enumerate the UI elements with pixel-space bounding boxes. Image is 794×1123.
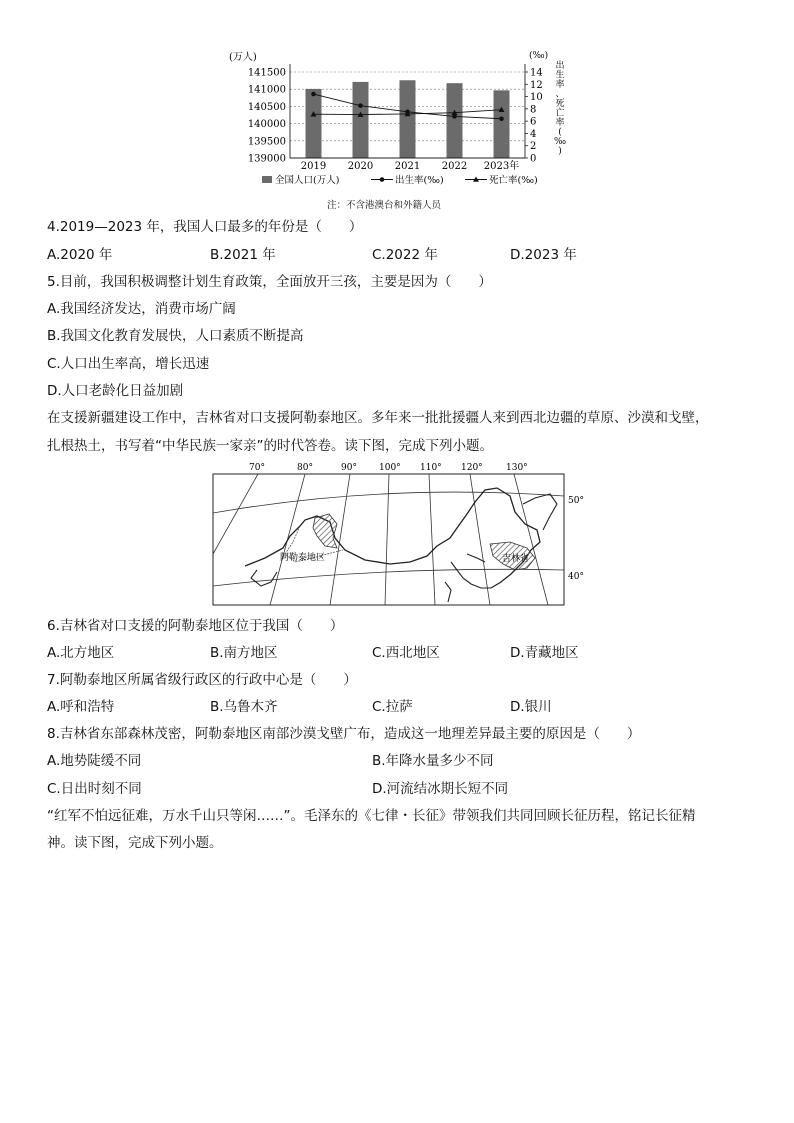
x-tick-label: 2020 xyxy=(347,161,374,172)
point-birth-rate xyxy=(499,116,504,121)
q7-stem: 7.阿勒泰地区所属省级行政区的行政中心是（ ） xyxy=(47,672,357,688)
q4-stem: 4.2019—2023 年，我国人口最多的年份是（ ） xyxy=(47,219,363,235)
y-left-tick-label: 140500 xyxy=(247,101,286,113)
point-birth-rate xyxy=(358,103,363,108)
population-chart xyxy=(225,45,570,195)
chart-note: 注：不含港澳台和外籍人员 xyxy=(327,200,442,211)
y-right-axis-label-char: 率 xyxy=(555,118,565,128)
passage1-line1: 在支援新疆建设工作中，吉林省对口支援阿勒泰地区。多年来一批批援疆人来到西北边疆的草原、沙漠和戈壁， xyxy=(47,410,709,426)
y-right-axis-label-char: 率 xyxy=(555,80,565,90)
x-tick-label: 2022 xyxy=(441,161,468,172)
bar-population xyxy=(400,80,416,158)
y-right-axis-label-char: 生 xyxy=(555,70,565,81)
q4-option-d[interactable]: D.2023 年 xyxy=(510,247,577,263)
q8-stem: 8.吉林省东部森林茂密，阿勒泰地区南部沙漠戈壁广布，造成这一地理差异最主要的原因是（ ） xyxy=(47,726,641,742)
y-left-tick-label: 139000 xyxy=(247,153,286,165)
y-right-axis-label-char: 亡 xyxy=(555,108,565,119)
lon-label-90: 90° xyxy=(341,463,357,473)
point-birth-rate xyxy=(311,92,316,97)
y-left-tick-label: 139500 xyxy=(247,136,286,148)
y-left-tick-label: 141000 xyxy=(247,84,286,96)
altay-label: 阿勒泰地区 xyxy=(280,553,326,563)
legend-marker-birth xyxy=(380,177,385,182)
x-tick-label: 2021 xyxy=(394,161,421,172)
lat-label-50: 50° xyxy=(568,496,584,506)
y-right-tick-label: 8 xyxy=(530,104,537,116)
y-right-axis-label-char: ) xyxy=(558,146,562,157)
q5-option-b[interactable]: B.我国文化教育发展快，人口素质不断提高 xyxy=(47,328,304,344)
lon-label-110: 110° xyxy=(420,463,442,473)
legend-label-death: 死亡率(‰) xyxy=(489,175,538,186)
lon-label-100: 100° xyxy=(379,463,401,473)
y-right-tick-label: 6 xyxy=(530,116,537,128)
q4-option-c[interactable]: C.2022 年 xyxy=(372,247,438,263)
q8-option-a[interactable]: A.地势陡缓不同 xyxy=(47,753,142,769)
legend-swatch-population xyxy=(262,176,272,183)
q4-option-b[interactable]: B.2021 年 xyxy=(210,247,276,263)
chart-bars xyxy=(306,80,510,158)
y-right-unit: (‰) xyxy=(529,51,549,61)
y-right-axis-label-char: 出 xyxy=(555,61,565,71)
bar-population xyxy=(447,83,463,158)
passage1-line2: 扎根热土，书写着“中华民族一家亲”的时代答卷。读下图，完成下列小题。 xyxy=(47,438,493,454)
china-map xyxy=(205,458,590,608)
chart-legend xyxy=(262,174,538,186)
bar-population xyxy=(306,89,322,158)
q7-option-c[interactable]: C.拉萨 xyxy=(372,699,413,715)
y-left-tick-label: 140000 xyxy=(247,119,286,131)
passage2-line1: “红军不怕远征难，万水千山只等闲……”。毛泽东的《七律・长征》带领我们共同回顾长征历程，铭记长征精 xyxy=(47,808,696,824)
q5-stem: 5.目前，我国积极调整计划生育政策，全面放开三孩，主要是因为（ ） xyxy=(47,274,492,290)
q5-option-d[interactable]: D.人口老龄化日益加剧 xyxy=(47,383,184,399)
y-right-axis-label-char: 、 xyxy=(555,89,565,100)
bar-population xyxy=(353,82,369,158)
lat-label-40: 40° xyxy=(568,572,584,582)
q8-option-d[interactable]: D.河流结冰期长短不同 xyxy=(372,781,509,797)
y-right-tick-label: 0 xyxy=(530,153,537,165)
y-right-tick-label: 12 xyxy=(530,79,543,91)
q5-option-c[interactable]: C.人口出生率高，增长迅速 xyxy=(47,356,210,372)
lon-label-70: 70° xyxy=(249,463,265,473)
x-tick-label: 2019 xyxy=(300,161,327,172)
lon-label-80: 80° xyxy=(297,463,313,473)
y-right-axis-label-char: 死 xyxy=(555,99,565,109)
y-left-tick-label: 141500 xyxy=(247,67,286,79)
q8-option-c[interactable]: C.日出时刻不同 xyxy=(47,781,142,797)
jilin-label: 吉林省 xyxy=(502,554,530,564)
chart-axes xyxy=(229,50,566,172)
q7-option-a[interactable]: A.呼和浩特 xyxy=(47,699,115,715)
lon-label-120: 120° xyxy=(461,463,483,473)
y-right-axis-label-char: ‰ xyxy=(553,137,567,147)
q6-option-a[interactable]: A.北方地区 xyxy=(47,645,115,661)
bar-population xyxy=(494,90,510,158)
q6-option-b[interactable]: B.南方地区 xyxy=(210,645,278,661)
q8-option-b[interactable]: B.年降水量多少不同 xyxy=(372,753,494,769)
q6-option-c[interactable]: C.西北地区 xyxy=(372,645,440,661)
y-right-tick-label: 2 xyxy=(530,141,537,153)
x-tick-label: 2023年 xyxy=(483,161,520,172)
legend-label-birth: 出生率(‰) xyxy=(395,175,444,186)
legend-label-population: 全国人口(万人) xyxy=(275,175,340,186)
q6-stem: 6.吉林省对口支援的阿勒泰地区位于我国（ ） xyxy=(47,618,344,634)
q6-option-d[interactable]: D.青藏地区 xyxy=(510,645,579,661)
y-right-tick-label: 14 xyxy=(530,67,543,79)
passage2-line2: 神。读下图，完成下列小题。 xyxy=(47,835,223,851)
q5-option-a[interactable]: A.我国经济发达，消费市场广阔 xyxy=(47,301,236,317)
y-left-unit: (万人) xyxy=(229,52,257,63)
y-right-tick-label: 10 xyxy=(530,92,543,104)
y-right-tick-label: 4 xyxy=(530,128,537,140)
q7-option-b[interactable]: B.乌鲁木齐 xyxy=(210,699,278,715)
q4-option-a[interactable]: A.2020 年 xyxy=(47,247,113,263)
lon-label-130: 130° xyxy=(506,463,528,473)
y-right-axis-label-char: ( xyxy=(558,127,562,138)
q7-option-d[interactable]: D.银川 xyxy=(510,699,552,715)
